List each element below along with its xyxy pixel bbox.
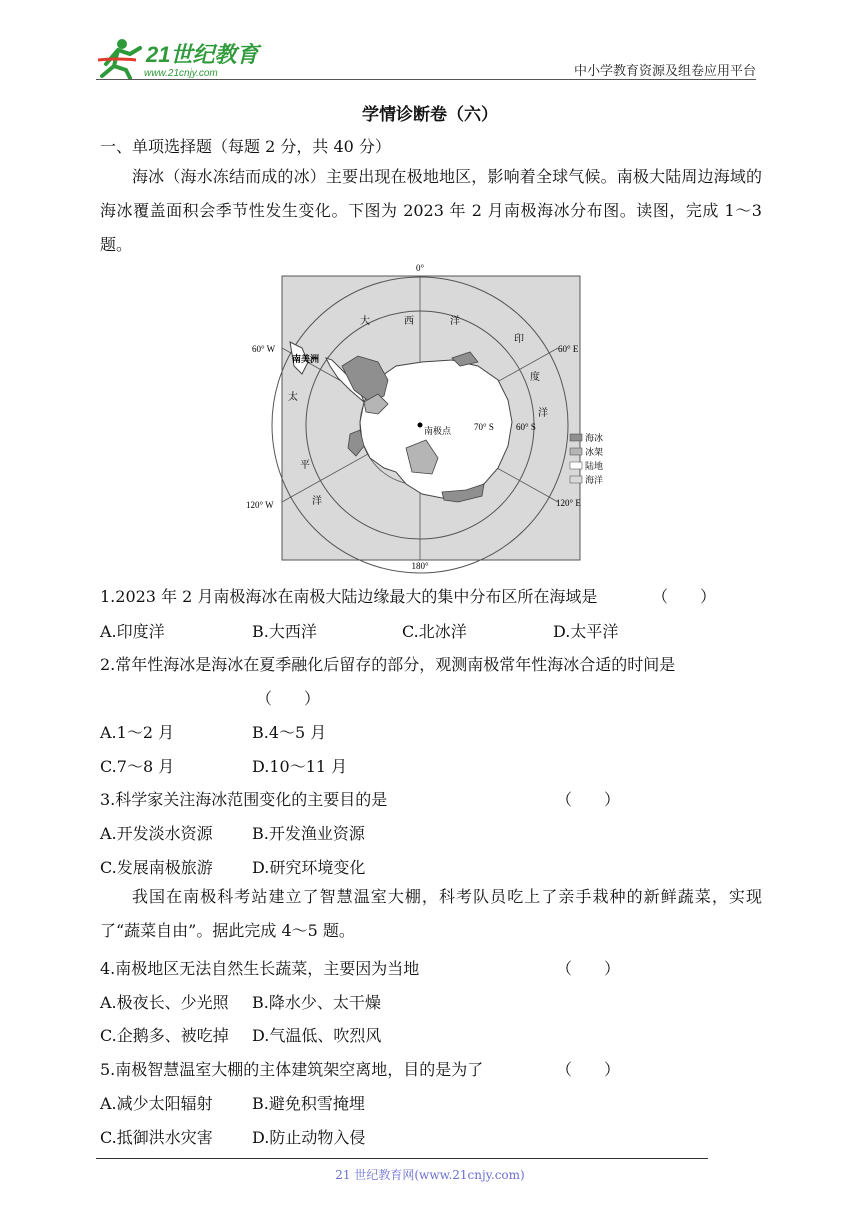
q1-option-a: A.印度洋 bbox=[100, 622, 165, 641]
section-heading: 一、单项选择题（每题 2 分，共 40 分） bbox=[100, 137, 391, 156]
legend-swatch-sea-ice bbox=[570, 434, 582, 441]
intro-paragraph-2: 我国在南极科考站建立了智慧温室大棚，科考队员吃上了亲手栽种的新鲜蔬菜，实现了“蔬菜自由”。据此完成 4～5 题。 bbox=[100, 887, 762, 940]
antarctic-sea-ice-map bbox=[246, 262, 604, 571]
q1-option-b: B.大西洋 bbox=[252, 622, 317, 641]
page-title: 学情诊断卷（六） bbox=[362, 105, 498, 125]
q5-option-c: C.抵御洪水灾害 bbox=[100, 1128, 213, 1147]
logo-text: 21世纪教育 bbox=[146, 42, 259, 67]
label-lon-120e: 120° E bbox=[556, 498, 581, 508]
q1-option-d: D.太平洋 bbox=[553, 622, 619, 641]
label-atlantic-3: 洋 bbox=[450, 316, 460, 327]
q4-option-c: C.企鹅多、被吃掉 bbox=[100, 1026, 229, 1045]
q3-option-c: C.发展南极旅游 bbox=[100, 858, 213, 877]
q5-option-d: D.防止动物入侵 bbox=[252, 1128, 366, 1147]
footer-divider bbox=[96, 1158, 708, 1159]
intro-paragraph-1: 海冰（海水冻结而成的冰）主要出现在极地地区，影响着全球气候。南极大陆周边海域的海冰覆盖面积会季节性发生变化。下图为 2023 年 2 月南极海冰分布图。读图，完成 1～3 题。 bbox=[100, 167, 762, 254]
q2-option-c: C.7～8 月 bbox=[100, 757, 175, 776]
answer-blank-2: （ ） bbox=[256, 689, 321, 708]
label-lon-180: 180° bbox=[411, 561, 429, 571]
answer-blank-1: （ ） bbox=[652, 587, 717, 606]
q4-option-b: B.降水少、太干燥 bbox=[252, 993, 381, 1012]
question-4: 4.南极地区无法自然生长蔬菜，主要因为当地 bbox=[100, 959, 420, 978]
question-5: 5.南极智慧温室大棚的主体建筑架空离地，目的是为了 bbox=[100, 1060, 484, 1079]
q2-option-a: A.1～2 月 bbox=[100, 723, 175, 742]
header-platform-name: 中小学教育资源及组卷应用平台 bbox=[573, 64, 756, 79]
label-atlantic-2: 西 bbox=[404, 316, 414, 327]
answer-blank-4: （ ） bbox=[556, 959, 621, 978]
q5-option-b: B.避免积雪掩埋 bbox=[252, 1094, 365, 1113]
q3-option-b: B.开发渔业资源 bbox=[252, 824, 365, 843]
answer-blank-3: （ ） bbox=[556, 790, 621, 809]
site-logo bbox=[96, 36, 266, 80]
q5-option-a: A.减少太阳辐射 bbox=[100, 1094, 213, 1113]
legend-swatch-ice-shelf bbox=[570, 448, 582, 455]
label-south-pole: 南极点 bbox=[424, 426, 452, 436]
legend-land: 陆地 bbox=[585, 461, 604, 471]
answer-blank-5: （ ） bbox=[556, 1060, 621, 1079]
q1-option-c: C.北冰洋 bbox=[402, 622, 467, 641]
q3-option-a: A.开发淡水资源 bbox=[100, 824, 213, 843]
label-lon-120w: 120° W bbox=[246, 500, 274, 510]
label-south-america: 南美洲 bbox=[292, 354, 320, 364]
label-lon-0: 0° bbox=[415, 263, 425, 273]
q3-option-d: D.研究环境变化 bbox=[252, 858, 366, 877]
runner-icon bbox=[98, 39, 140, 78]
label-indian-3: 洋 bbox=[538, 408, 548, 419]
header-divider bbox=[96, 79, 756, 80]
question-3: 3.科学家关注海冰范围变化的主要目的是 bbox=[100, 790, 388, 809]
legend-ice-shelf: 冰架 bbox=[585, 447, 604, 457]
question-1: 1.2023 年 2 月南极海冰在南极大陆边缘最大的集中分布区所在海域是 bbox=[100, 587, 598, 606]
label-pacific-3: 洋 bbox=[312, 496, 322, 507]
question-2: 2.常年性海冰是海冰在夏季融化后留存的部分，观测南极常年性海冰合适的时间是 bbox=[100, 655, 676, 674]
legend-sea-ice: 海冰 bbox=[585, 433, 604, 443]
legend-ocean: 海洋 bbox=[585, 475, 604, 485]
q4-option-a: A.极夜长、少光照 bbox=[100, 993, 229, 1012]
logo-sub: www.21cnjy.com bbox=[144, 68, 218, 79]
q2-option-b: B.4～5 月 bbox=[252, 723, 327, 742]
legend-swatch-land bbox=[570, 462, 582, 469]
legend-swatch-ocean bbox=[570, 476, 582, 483]
label-lon-60w: 60° W bbox=[252, 344, 276, 354]
footer-link[interactable]: 21 世纪教育网(www.21cnjy.com) bbox=[335, 1168, 525, 1182]
label-pacific-2: 平 bbox=[300, 460, 310, 471]
label-atlantic-1: 大 bbox=[360, 316, 370, 327]
label-lon-60e: 60° E bbox=[558, 344, 579, 354]
label-lat-60: 60° S bbox=[516, 422, 536, 432]
q4-option-d: D.气温低、吹烈风 bbox=[252, 1026, 382, 1045]
q2-option-d: D.10～11 月 bbox=[252, 757, 348, 776]
label-indian-2: 度 bbox=[530, 372, 540, 383]
label-indian-1: 印 bbox=[514, 334, 524, 345]
south-pole-point bbox=[418, 423, 423, 428]
label-lat-70: 70° S bbox=[474, 422, 494, 432]
label-pacific-1: 太 bbox=[288, 392, 298, 403]
